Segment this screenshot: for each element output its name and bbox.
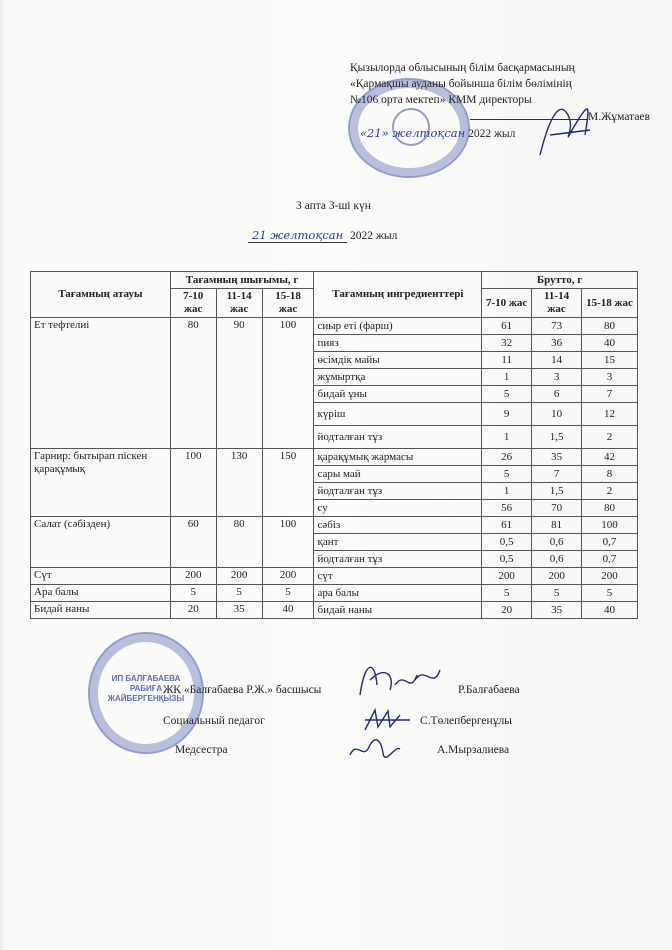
- brutto-value: 40: [582, 335, 638, 352]
- approval-date-handwritten: «21» желтоқсан: [360, 126, 466, 140]
- ingredient-name: сүт: [314, 568, 482, 585]
- yield-value: 200: [170, 568, 216, 585]
- brutto-value: 1: [482, 426, 532, 449]
- header-age: 7-10 жас: [482, 289, 532, 318]
- brutto-value: 10: [532, 403, 582, 426]
- yield-value: 80: [216, 517, 262, 568]
- approval-line-3: №106 орта мектеп» КММ директоры: [350, 94, 532, 106]
- ingredient-name: йодталған тұз: [314, 426, 482, 449]
- approval-line-2: «Қармақшы ауданы бойынша білім бөлімінің: [350, 78, 572, 90]
- dish-name: Бидай наны: [31, 602, 171, 619]
- brutto-value: 12: [582, 403, 638, 426]
- header-age: 7-10 жас: [170, 289, 216, 318]
- brutto-value: 6: [532, 386, 582, 403]
- signature-name: С.Төлепбергенұлы: [420, 715, 512, 727]
- director-signature-2: [355, 655, 445, 705]
- ingredient-name: су: [314, 500, 482, 517]
- brutto-value: 15: [582, 352, 638, 369]
- ingredient-name: жұмыртқа: [314, 369, 482, 386]
- signature-role: ЖК «Балғабаева Р.Ж.» басшысы: [163, 684, 322, 696]
- brutto-value: 80: [582, 318, 638, 335]
- brutto-value: 3: [582, 369, 638, 386]
- pedagog-signature: [360, 705, 420, 735]
- ingredient-name: қарақұмық жармасы: [314, 449, 482, 466]
- approval-date-year: 2022 жыл: [468, 128, 516, 140]
- signature-name: А.Мырзалиева: [437, 744, 510, 756]
- header-brutto: Брутто, г: [482, 272, 638, 289]
- header-age: 15-18 жас: [582, 289, 638, 318]
- table-row: [31, 517, 638, 534]
- table-row: [31, 449, 638, 466]
- ingredient-name: бидай наны: [314, 602, 482, 619]
- table-row: [31, 585, 638, 602]
- brutto-value: 40: [582, 602, 638, 619]
- brutto-value: 1: [482, 369, 532, 386]
- brutto-value: 20: [482, 602, 532, 619]
- approval-line-1: Қызылорда облысының білім басқармасының: [350, 62, 575, 74]
- header-age: 11-14 жас: [216, 289, 262, 318]
- brutto-value: 1,5: [532, 426, 582, 449]
- dish-name: Сүт: [31, 568, 171, 585]
- brutto-value: 5: [582, 585, 638, 602]
- yield-value: 150: [262, 449, 314, 517]
- brutto-value: 0,5: [482, 551, 532, 568]
- signature-role: Социальный педагог: [163, 715, 265, 727]
- brutto-value: 9: [482, 403, 532, 426]
- header-ingredients: Тағамның ингредиенттері: [314, 272, 482, 318]
- ingredient-name: ара балы: [314, 585, 482, 602]
- brutto-value: 73: [532, 318, 582, 335]
- yield-value: 40: [262, 602, 314, 619]
- table-row: [31, 568, 638, 585]
- ingredient-name: йодталған тұз: [314, 551, 482, 568]
- ingredient-name: пияз: [314, 335, 482, 352]
- brutto-value: 0,5: [482, 534, 532, 551]
- brutto-value: 1: [482, 483, 532, 500]
- yield-value: 60: [170, 517, 216, 568]
- brutto-value: 61: [482, 517, 532, 534]
- ingredient-name: бидай ұны: [314, 386, 482, 403]
- yield-value: 100: [170, 449, 216, 517]
- header-age: 15-18 жас: [262, 289, 314, 318]
- ingredient-name: күріш: [314, 403, 482, 426]
- brutto-value: 32: [482, 335, 532, 352]
- week-label: 3 апта 3-ші күн: [296, 200, 371, 212]
- dish-name: Гарнир: бытырап піскен қарақұмық: [31, 449, 171, 517]
- brutto-value: 2: [582, 426, 638, 449]
- dish-name: Салат (сәбізден): [31, 517, 171, 568]
- dish-name: Ара балы: [31, 585, 171, 602]
- yield-value: 130: [216, 449, 262, 517]
- yield-value: 35: [216, 602, 262, 619]
- document-date-handwritten: 21 желтоқсан: [248, 228, 347, 243]
- signature-name: Р.Балғабаева: [458, 684, 520, 696]
- brutto-value: 5: [482, 386, 532, 403]
- table-row: [31, 602, 638, 619]
- brutto-value: 7: [532, 466, 582, 483]
- dish-name: Ет тефтелиі: [31, 318, 171, 449]
- brutto-value: 5: [482, 585, 532, 602]
- yield-value: 200: [262, 568, 314, 585]
- signature-role: Медсестра: [175, 744, 228, 756]
- yield-value: 200: [216, 568, 262, 585]
- brutto-value: 35: [532, 449, 582, 466]
- document-date: [248, 228, 397, 243]
- director-signature: [530, 95, 600, 165]
- ingredient-name: йодталған тұз: [314, 483, 482, 500]
- yield-value: 100: [262, 318, 314, 449]
- approval-block: [350, 60, 650, 142]
- brutto-value: 5: [532, 585, 582, 602]
- brutto-value: 56: [482, 500, 532, 517]
- ingredient-name: сары май: [314, 466, 482, 483]
- yield-value: 90: [216, 318, 262, 449]
- menu-table: [30, 271, 638, 619]
- brutto-value: 36: [532, 335, 582, 352]
- brutto-value: 3: [532, 369, 582, 386]
- brutto-value: 0,6: [532, 534, 582, 551]
- brutto-value: 0,6: [532, 551, 582, 568]
- brutto-value: 70: [532, 500, 582, 517]
- ingredient-name: өсімдік майы: [314, 352, 482, 369]
- brutto-value: 200: [482, 568, 532, 585]
- brutto-value: 0,7: [582, 534, 638, 551]
- brutto-value: 42: [582, 449, 638, 466]
- nurse-signature: [345, 735, 405, 765]
- brutto-value: 100: [582, 517, 638, 534]
- yield-value: 5: [216, 585, 262, 602]
- yield-value: 100: [262, 517, 314, 568]
- header-dish: Тағамның атауы: [31, 272, 171, 318]
- brutto-value: 61: [482, 318, 532, 335]
- director-name: М.Жұматаев: [588, 111, 650, 123]
- brutto-value: 35: [532, 602, 582, 619]
- brutto-value: 200: [532, 568, 582, 585]
- brutto-value: 8: [582, 466, 638, 483]
- brutto-value: 0,7: [582, 551, 638, 568]
- brutto-value: 14: [532, 352, 582, 369]
- ingredient-name: сиыр еті (фарш): [314, 318, 482, 335]
- table-row: [31, 318, 638, 335]
- brutto-value: 2: [582, 483, 638, 500]
- menu-table-body: [31, 318, 638, 619]
- brutto-value: 26: [482, 449, 532, 466]
- brutto-value: 5: [482, 466, 532, 483]
- yield-value: 5: [262, 585, 314, 602]
- yield-value: 20: [170, 602, 216, 619]
- header-age: 11-14 жас: [532, 289, 582, 318]
- yield-value: 5: [170, 585, 216, 602]
- brutto-value: 11: [482, 352, 532, 369]
- brutto-value: 200: [582, 568, 638, 585]
- brutto-value: 1,5: [532, 483, 582, 500]
- brutto-value: 80: [582, 500, 638, 517]
- yield-value: 80: [170, 318, 216, 449]
- brutto-value: 81: [532, 517, 582, 534]
- seal-text: ИП БАЛҒАБАЕВА РАБИҒА ЖАЙБЕРГЕНҚЫЗЫ: [107, 674, 185, 703]
- brutto-value: 7: [582, 386, 638, 403]
- ingredient-name: сәбіз: [314, 517, 482, 534]
- header-yield: Тағамның шығымы, г: [170, 272, 314, 289]
- ingredient-name: қант: [314, 534, 482, 551]
- document-date-year: 2022 жыл: [350, 230, 398, 242]
